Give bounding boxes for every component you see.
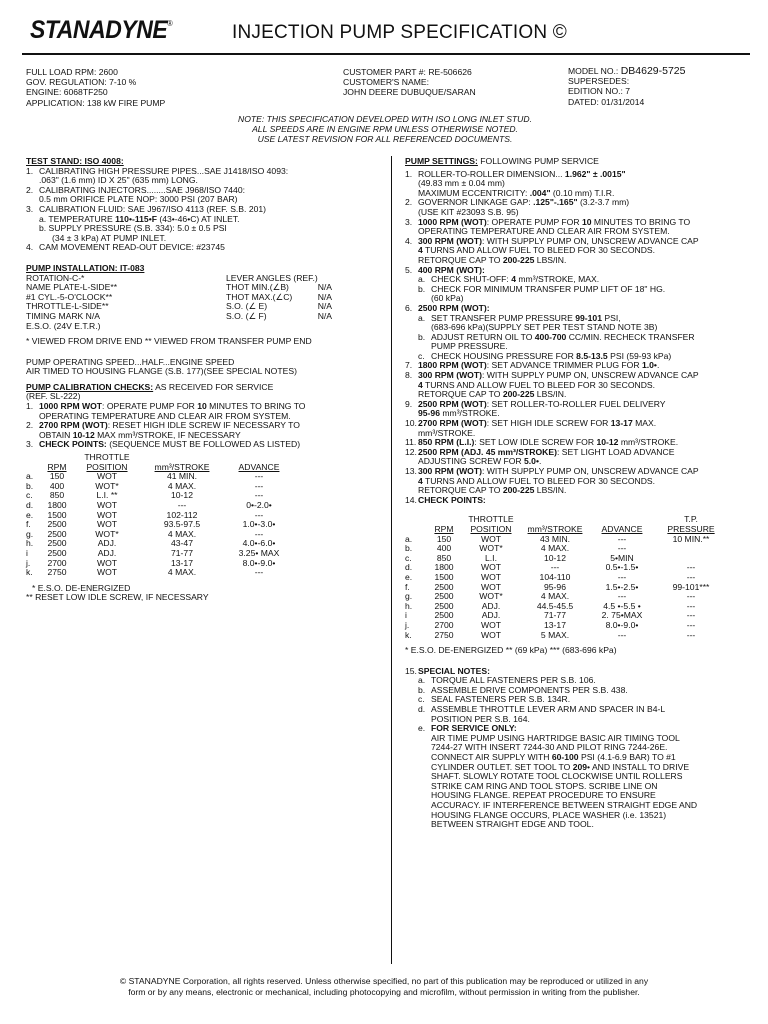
table-cell: 1800 xyxy=(47,500,67,510)
table-cell: j. xyxy=(26,557,31,568)
table-cell: 2500 xyxy=(434,581,454,592)
list-item: 8. 300 RPM (WOT): WITH SUPPLY PUMP ON, UNSCREW ADVANCE CAP xyxy=(405,370,699,381)
table-cell: L.I. xyxy=(485,552,497,563)
table-cell: WOT xyxy=(96,500,118,510)
table-cell: 95-96 xyxy=(544,581,566,592)
table-cell: 1500 xyxy=(434,571,454,582)
table-cell: 5•MIN xyxy=(610,552,634,563)
table-cell: WOT xyxy=(96,567,118,578)
list-item: a. TEMPERATURE 110•-115•F (43•-46•C) AT INLET. xyxy=(39,213,240,224)
table-cell: k. xyxy=(405,629,412,640)
table-cell: 4 MAX. xyxy=(167,528,197,539)
table-cell: b. xyxy=(405,543,413,554)
table-cell: 71-77 xyxy=(171,547,193,558)
table-cell: WOT xyxy=(96,509,118,520)
table-cell: 2500 xyxy=(47,547,67,558)
table-cell: h. xyxy=(26,538,34,549)
calibration-checks-table: THROTTLE RPM POSITION mm³/STROKE ADVANCE a. 150 WOT 41 MIN. --- b. 400 WOT* 4 MAX. --- c. 850 L.I. ** 10-12 --- d. 1800 WOT --- 0•-2.0• e. 1500 WOT 102-112 --- f. 2500 WOT 93.5-97.5 1.0•-3.0• g. 2500 WOT* 4 MAX. --- h. 2500 ADJ. 43-47 4.0•-6.0• i 2500 ADJ. 71-77 3.25• MAX j. 2700 WOT 13-17 8.0•-9.0• k. 2750 WOT 4 MAX. --- xyxy=(26,453,294,578)
table-cell: 71-77 xyxy=(544,610,566,621)
table-cell: 8.0•-9.0• xyxy=(605,619,639,630)
footnote: * E.S.O. DE-ENERGIZED ** (69 kPa) *** (683-696 kPa) xyxy=(405,645,617,656)
header-rule xyxy=(22,53,750,55)
brand-logo: STANADYNE® xyxy=(30,16,173,44)
table-cell: WOT xyxy=(96,471,118,482)
table-cell: 4 MAX. xyxy=(167,567,197,578)
page-title: INJECTION PUMP SPECIFICATION © xyxy=(232,22,567,43)
viewed-note: * VIEWED FROM DRIVE END ** VIEWED FROM TRANSFER PUMP END xyxy=(26,336,312,347)
list-item: 1. 1000 RPM WOT: OPERATE PUMP FOR 10 MINUTES TO BRING TO xyxy=(26,401,306,412)
header-right: MODEL NO.: DB4629-5725 SUPERSEDES: EDITION NO.: 7 DATED: 01/31/2014 xyxy=(568,65,686,107)
table-cell: i xyxy=(405,610,407,621)
table-cell: 104-110 xyxy=(539,571,571,582)
table-cell: 400 xyxy=(436,543,452,554)
table-cell: g. xyxy=(26,528,34,539)
table-cell: e. xyxy=(405,571,413,582)
list-item: 0.5 mm ORIFICE PLATE NOP: 3000 PSI (207 BAR) xyxy=(39,194,238,205)
list-item: 3. 1000 RPM (WOT): OPERATE PUMP FOR 10 MINUTES TO BRING TO xyxy=(405,216,691,227)
calibration-ref: (REF. SL-222) xyxy=(26,391,81,402)
spec-note: NOTE: THIS SPECIFICATION DEVELOPED WITH ISO LONG INLET STUD. ALL SPEEDS ARE IN ENGINE RPM UNLESS OTHERWISE NOTED. USE LATEST REVISION FOR ALL REFERENCED DOCUMENTS. xyxy=(238,114,532,145)
table-cell: 13-17 xyxy=(171,557,193,568)
table-cell: --- xyxy=(686,629,696,640)
air-timed: AIR TIMED TO HOUSING FLANGE (S.B. 177)(SEE SPECIAL NOTES) xyxy=(26,366,297,377)
table-cell: 43-47 xyxy=(171,538,193,549)
table-cell: WOT xyxy=(96,557,118,568)
table-cell: WOT* xyxy=(479,543,503,554)
table-cell: k. xyxy=(26,567,33,578)
table-cell: 2700 xyxy=(47,557,67,568)
table-row: ROTATION-C-* LEVER ANGLES (REF.) xyxy=(26,272,318,283)
table-cell: 4.0•-6.0• xyxy=(242,538,276,549)
table-cell: 2700 xyxy=(434,619,454,630)
table-cell: --- xyxy=(254,567,264,578)
test-stand-heading: TEST STAND: ISO 4008: xyxy=(26,156,124,166)
table-row xyxy=(26,568,294,578)
table-cell: 2750 xyxy=(47,567,67,578)
table-cell: --- xyxy=(254,528,264,539)
table-cell: WOT xyxy=(480,571,502,582)
table-cell: 1.0•-3.0• xyxy=(242,519,276,530)
table-cell: b. xyxy=(26,480,34,491)
table-cell: 4 MAX. xyxy=(540,543,570,554)
table-row: #1 CYL.-5-O'CLOCK** THOT MAX.(∠C) N/A xyxy=(26,291,333,302)
table-cell: 850 xyxy=(49,490,65,501)
header-middle: CUSTOMER PART #: RE-506626 CUSTOMER'S NAME: JOHN DEERE DUBUQUE/SARAN xyxy=(343,67,476,98)
table-cell: L.I. ** xyxy=(96,490,118,501)
table-cell: ADJ. xyxy=(97,547,117,558)
table-cell: WOT* xyxy=(95,528,119,539)
table-cell: --- xyxy=(550,562,560,573)
table-row: TIMING MARK N/A S.O. (∠ F) N/A xyxy=(26,310,333,321)
table-cell: d. xyxy=(26,500,34,510)
table-cell: 1500 xyxy=(47,509,67,520)
table-cell: 3.25• MAX xyxy=(238,547,280,558)
table-cell: WOT xyxy=(480,533,502,544)
table-cell: 2750 xyxy=(434,629,454,640)
right-column: PUMP SETTINGS: FOLLOWING PUMP SERVICE 1. ROLLER-TO-ROLLER DIMENSION... 1.962" ± .0015" (49.83 mm ± 0.04 mm) MAXIMUM ECCENTRICITY: .004" (0.10 mm) T.I.R. 2. GOVERNOR LINKAGE GAP: .125"-.165" (3.2-3.7 mm) (USE KIT #23093 S.B. 95) 3. 1000 RPM (WOT): OPERATE PUMP FOR 10 MINUTES TO BRING TO OPERATING TEMPERATURE AND CLEAR AIR FROM SYSTEM. 4. 300 RPM (WOT): WITH SUPPLY PUMP ON, UNSCREW ADVANCE CAP 4 TURNS AND ALLOW FUEL TO BLEED FOR 30 SECONDS. RETORQUE CAP TO 200-225 LBS/IN. 5. 400 RPM (WOT): a. CHECK SHUT-OFF: 4 mm³/STROKE, MAX. b. CHECK FOR MINIMUM TRANSFER PUMP LIFT OF 18" HG. (60 kPa) 6. 2500 RPM (WOT): a. SET TRANSFER PUMP PRESSURE 99-101 PSI, (683-696 kPa)(SUPPLY SET PER TEST STAND NOTE 3B) b. ADJUST RETURN OIL TO 400-700 CC/MIN. RECHECK TRANSFER PUMP PRESSURE. c. CHECK HOUSING PRESSURE FOR 8.5-13.5 PSI (59-93 kPa) 7. 1800 RPM (WOT): SET ADVANCE TRIMMER PLUG FOR 1.0•. 8. 300 RPM (WOT): WITH SUPPLY PUMP ON, UNSCREW ADVANCE CAP 4 TURNS AND ALLOW FUEL TO BLEED FOR 30 SECONDS. RETORQUE CAP TO 200-225 LBS/IN. 9. 2500 RPM (WOT): SET ROLLER-TO-ROLLER FUEL DELIVERY 95-96 mm³/STROKE. 10.2700 RPM (WOT): SET HIGH IDLE SCREW FOR 13-17 MAX. mm³/STROKE. 11. 850 RPM (L.I.): SET LOW IDLE SCREW FOR 10-12 mm³/STROKE. 12.2500 RPM (ADJ. 45 mm³/STROKE): SET LIGHT LOAD ADVANCE ADJUSTING SCREW FOR 5.0•. 13.300 RPM (WOT): WITH SUPPLY PUMP ON, UNSCREW ADVANCE CAP 4 TURNS AND ALLOW FUEL TO BLEED FOR 30 SECONDS. RETORQUE CAP TO 200-225 LBS/IN. 14.CHECK POINTS: THROTTLE T.P. RPM POSITION mm³/STROKE ADVANCE PRESSURE a. 150 WOT 43 MIN. --- 10 MIN.** b. 400 WOT* 4 MAX. --- c. 850 L.I. 10-12 5•MIN d. 1800 WOT --- 0.5•-1.5• --- e. 1500 WOT 104-110 --- --- f. 2500 WOT 95-96 1.5•-2.5• 99-101*** g. 2500 WOT* 4 MAX. --- --- h. 2500 ADJ. 44.5-45.5 4.5 •-5.5 • --- i 2500 ADJ. 71-77 2. 75•MAX --- j. 2700 WOT 13-17 8.0•-9.0• --- k. 2750 WOT 5 MAX. --- --- * E.S.O. DE-ENERGIZED ** (69 kPa) *** (683-696 kPa) 15.SPECIAL NOTES: a. TORQUE ALL FASTENERS PER S.B. 106. b. ASSEMBLE DRIVE COMPONENTS PER S.B. 438. c. SEAL FASTENERS PER S.B. 134R. d. ASSEMBLE THROTTLE LEVER ARM AND SPACER IN B4-L POSITION PER S.B. 164. e. FOR SERVICE ONLY: AIR TIME PUMP USING HARTRIDGE BASIC AIR TIMING TOOL 7244-27 WITH INSERT 7244-30 AND PILOT RING 7244-26E. CONNECT AIR SUPPLY WITH 60-100 PSI (4.1-6.9 BAR) TO #1 CYLINDER OUTLET. SET TOOL TO 209• AND INSTALL TO DRIVE SHAFT. SLOWLY ROTATE TOOL CLOCKWISE UNTIL ROLLERS STRIKE CAM RING AND TOOL STOPS. SCRIBE LINE ON HOUSING FLANGE. REPEAT PROCEDURE TO ENSURE ACCURACY. IF INTERFERENCE BETWEEN STRAIGHT EDGE AND HOUSING FLANGE OCCURS, PLACE WASHER (i.e. 13521) BETWEEN STRAIGHT EDGE AND TOOL. xyxy=(405,157,755,830)
table-cell: WOT xyxy=(480,562,502,573)
table-cell: ADJ. xyxy=(481,610,501,621)
table-cell: ADJ. xyxy=(481,600,501,611)
table-cell: i xyxy=(26,547,28,558)
header-left: FULL LOAD RPM: 2600 GOV. REGULATION: 7-10 % ENGINE: 6068TF250 APPLICATION: 138 kW FIRE PUMP xyxy=(26,67,166,108)
table-row xyxy=(405,544,727,554)
footnote: * E.S.O. DE-ENERGIZED xyxy=(32,582,131,593)
table-row: E.S.O. (24V E.T.R.) xyxy=(26,320,101,331)
list-item: 4. CAM MOVEMENT READ-OUT DEVICE: #23745 xyxy=(26,242,225,253)
table-cell: --- xyxy=(617,571,627,582)
calibration-heading: PUMP CALIBRATION CHECKS: xyxy=(26,381,154,392)
table-cell: 8.0•-9.0• xyxy=(242,557,276,568)
table-cell: ADJ. xyxy=(97,538,117,549)
table-cell: e. xyxy=(26,509,34,520)
table-cell: 0•-2.0• xyxy=(246,500,272,510)
table-cell: WOT* xyxy=(479,591,503,602)
list-item: 1. CALIBRATING HIGH PRESSURE PIPES...SAE J1418/ISO 4093: xyxy=(26,165,289,176)
table-cell: 2. 75•MAX xyxy=(601,610,643,621)
list-item: 4. 300 RPM (WOT): WITH SUPPLY PUMP ON, UNSCREW ADVANCE CAP xyxy=(405,235,699,246)
table-cell: 5 MAX. xyxy=(540,629,570,640)
table-cell: 2500 xyxy=(47,519,67,530)
table-cell: --- xyxy=(177,500,187,510)
table-cell: --- xyxy=(686,591,696,602)
table-cell: 150 xyxy=(436,533,452,544)
table-row: NAME PLATE-L-SIDE** THOT MIN.(∠B) N/A xyxy=(26,282,333,293)
table-cell: c. xyxy=(26,490,33,501)
copyright-footer: © STANADYNE Corporation, all rights reserved. Unless otherwise specified, no part of this publication may be reproduced or utilized in any form or by any means, electronic or mechanical, including photocopying and microfilm, without permission in writing from the publisher. xyxy=(119,976,649,997)
table-cell: 850 xyxy=(436,552,452,563)
model-number: DB4629-5725 xyxy=(620,65,686,77)
list-item: 14.CHECK POINTS: xyxy=(405,494,486,505)
table-cell: 2500 xyxy=(47,528,67,539)
list-item: 1. ROLLER-TO-ROLLER DIMENSION... 1.962" ± .0015" xyxy=(405,168,626,179)
table-cell: --- xyxy=(254,490,264,501)
list-item: 3. CALIBRATION FLUID: SAE J967/ISO 4113 (REF. S.B. 201) xyxy=(26,203,267,214)
table-cell: 1.5•-2.5• xyxy=(605,581,639,592)
table-cell: WOT xyxy=(480,629,502,640)
table-cell: 44.5-45.5 xyxy=(536,600,574,611)
table-cell: 93.5-97.5 xyxy=(163,519,201,530)
table-cell: --- xyxy=(617,591,627,602)
table-cell: 99-101*** xyxy=(672,581,710,592)
table-cell: a. xyxy=(405,533,413,544)
footnote: ** RESET LOW IDLE SCREW, IF NECESSARY xyxy=(26,592,209,603)
table-cell: --- xyxy=(254,471,264,482)
table-cell: j. xyxy=(405,619,410,630)
table-cell: --- xyxy=(686,600,696,611)
list-item: 15.SPECIAL NOTES: xyxy=(405,665,490,676)
table-cell: --- xyxy=(686,610,696,621)
table-cell: 10-12 xyxy=(171,490,193,501)
list-item: 2. CALIBRATING INJECTORS........SAE J968/ISO 7440: xyxy=(26,184,246,195)
pump-settings-heading: PUMP SETTINGS: xyxy=(405,156,478,166)
list-item: (34 ± 3 kPa) AT PUMP INLET. xyxy=(52,232,167,243)
list-item: 11. 850 RPM (L.I.): SET LOW IDLE SCREW FOR 10-12 mm³/STROKE. xyxy=(405,437,679,448)
table-cell: --- xyxy=(254,480,264,491)
list-item: 5. 400 RPM (WOT): xyxy=(405,264,485,275)
list-item: 12.2500 RPM (ADJ. 45 mm³/STROKE): SET LIGHT LOAD ADVANCE xyxy=(405,446,675,457)
list-item: 3. CHECK POINTS: (SEQUENCE MUST BE FOLLOWED AS LISTED) xyxy=(26,439,301,450)
table-cell: 10 MIN.** xyxy=(672,533,710,544)
column-divider xyxy=(391,156,392,964)
table-row xyxy=(26,482,294,492)
list-item: 13.300 RPM (WOT): WITH SUPPLY PUMP ON, UNSCREW ADVANCE CAP xyxy=(405,466,699,476)
table-cell: --- xyxy=(254,509,264,520)
left-column: TEST STAND: ISO 4008: 1. CALIBRATING HIGH PRESSURE PIPES...SAE J1418/ISO 4093: .063" (1.6 mm) ID X 25" (635 mm) LONG. 2. CALIBRATING INJECTORS........SAE J968/ISO 7440: 0.5 mm ORIFICE PLATE NOP: 3000 PSI (207 BAR) 3. CALIBRATION FLUID: SAE J967/ISO 4113 (REF. S.B. 201) a. TEMPERATURE 110•-115•F (43•-46•C) AT INLET. b. SUPPLY PRESSURE (S.B. 334): 5.0 ± 0.5 PSI (34 ± 3 kPa) AT PUMP INLET. 4. CAM MOVEMENT READ-OUT DEVICE: #23745 PUMP INSTALLATION: IT-083 ROTATION-C-* LEVER ANGLES (REF.) NAME PLATE-L-SIDE** THOT MIN.(∠B) N/A #1 CYL.-5-O'CLOCK** THOT MAX.(∠C) N/A THROTTLE-L-SIDE** S.O. (∠ E) N/A TIMING MARK N/A S.O. (∠ F) N/A E.S.O. (24V E.T.R.) * VIEWED FROM DRIVE END ** VIEWED FROM TRANSFER PUMP END PUMP OPERATING SPEED...HALF...ENGINE SPEED AIR TIMED TO HOUSING FLANGE (S.B. 177)(SEE SPECIAL NOTES) PUMP CALIBRATION CHECKS: AS RECEIVED FOR SERVICE (REF. SL-222) 1. 1000 RPM WOT: OPERATE PUMP FOR 10 MINUTES TO BRING TO OPERATING TEMPERATURE AND CLEAR AIR FROM SYSTEM. 2. 2700 RPM (WOT): RESET HIGH IDLE SCREW IF NECESSARY TO OBTAIN 10-12 MAX mm³/STROKE, IF NECESSARY 3. CHECK POINTS: (SEQUENCE MUST BE FOLLOWED AS LISTED) THROTTLE RPM POSITION mm³/STROKE ADVANCE a. 150 WOT 41 MIN. --- b. 400 WOT* 4 MAX. --- c. 850 L.I. ** 10-12 --- d. 1800 WOT --- 0•-2.0• e. 1500 WOT 102-112 --- f. 2500 WOT 93.5-97.5 1.0•-3.0• g. 2500 WOT* 4 MAX. --- h. 2500 ADJ. 43-47 4.0•-6.0• i 2500 ADJ. 71-77 3.25• MAX j. 2700 WOT 13-17 8.0•-9.0• k. 2750 WOT 4 MAX. --- * E.S.O. DE-ENERGIZED ** RESET LOW IDLE SCREW, IF NECESSARY xyxy=(26,157,386,603)
table-cell: --- xyxy=(686,619,696,630)
table-cell: d. xyxy=(405,562,413,573)
pump-settings-checks-table: THROTTLE T.P. RPM POSITION mm³/STROKE ADVANCE PRESSURE a. 150 WOT 43 MIN. --- 10 MIN.** b. 400 WOT* 4 MAX. --- c. 850 L.I. 10-12 5•MIN d. 1800 WOT --- 0.5•-1.5• --- e. 1500 WOT 104-110 --- --- f. 2500 WOT 95-96 1.5•-2.5• 99-101*** g. 2500 WOT* 4 MAX. --- --- h. 2500 ADJ. 44.5-45.5 4.5 •-5.5 • --- i 2500 ADJ. 71-77 2. 75•MAX --- j. 2700 WOT 13-17 8.0•-9.0• --- k. 2750 WOT 5 MAX. --- --- xyxy=(405,515,727,640)
pump-installation-heading: PUMP INSTALLATION: IT-083 xyxy=(26,262,145,273)
special-notes-heading: SPECIAL NOTES: xyxy=(418,665,490,676)
table-cell: WOT xyxy=(480,619,502,630)
table-cell: h. xyxy=(405,600,413,611)
operating-speed: PUMP OPERATING SPEED...HALF...ENGINE SPEED xyxy=(26,356,235,367)
table-cell: --- xyxy=(617,543,627,554)
table-cell: 4 MAX. xyxy=(167,480,197,491)
table-cell: WOT* xyxy=(95,480,119,491)
table-row: THROTTLE-L-SIDE** S.O. (∠ E) N/A xyxy=(26,301,333,312)
table-cell: --- xyxy=(617,533,627,544)
table-cell: f. xyxy=(405,581,410,592)
table-cell: --- xyxy=(686,571,696,582)
list-item: .063" (1.6 mm) ID X 25" (635 mm) LONG. xyxy=(39,175,198,186)
table-cell: 41 MIN. xyxy=(166,471,198,482)
table-row xyxy=(26,472,294,482)
table-cell: 1800 xyxy=(434,562,454,573)
table-cell: 2500 xyxy=(434,610,454,621)
list-item: 9. 2500 RPM (WOT): SET ROLLER-TO-ROLLER FUEL DELIVERY xyxy=(405,398,666,409)
table-cell: 4 MAX. xyxy=(540,591,570,602)
table-row xyxy=(405,631,727,641)
table-cell: 13-17 xyxy=(544,619,566,630)
table-cell: WOT xyxy=(96,519,118,530)
installation-table xyxy=(26,274,332,332)
table-cell: g. xyxy=(405,591,413,602)
table-cell: 2500 xyxy=(434,600,454,611)
table-cell: 10-12 xyxy=(544,552,566,563)
table-cell: 102-112 xyxy=(166,509,198,520)
list-item: 7. 1800 RPM (WOT): SET ADVANCE TRIMMER PLUG FOR 1.0•. xyxy=(405,360,660,371)
list-item: 2. 2700 RPM (WOT): RESET HIGH IDLE SCREW IF NECESSARY TO xyxy=(26,420,300,431)
table-cell: 400 xyxy=(49,480,65,491)
table-cell: --- xyxy=(617,629,627,640)
list-item: 10.2700 RPM (WOT): SET HIGH IDLE SCREW FOR 13-17 MAX. xyxy=(405,418,657,429)
table-cell: 0.5•-1.5• xyxy=(605,562,639,573)
table-cell: 2500 xyxy=(434,591,454,602)
table-cell: --- xyxy=(686,562,696,573)
table-cell xyxy=(655,544,727,554)
table-cell: 4.5 •-5.5 • xyxy=(603,600,641,611)
table-cell: a. xyxy=(26,471,34,482)
table-cell: WOT xyxy=(480,581,502,592)
list-item: b. SUPPLY PRESSURE (S.B. 334): 5.0 ± 0.5 PSI xyxy=(39,223,227,234)
table-cell: c. xyxy=(405,552,412,563)
table-cell: 2500 xyxy=(47,538,67,549)
table-cell: 43 MIN. xyxy=(539,533,571,544)
table-cell: 150 xyxy=(49,471,65,482)
table-cell: f. xyxy=(26,519,31,530)
list-item: 2. GOVERNOR LINKAGE GAP: .125"-.165" (3.2-3.7 mm) xyxy=(405,197,630,208)
list-item: 6. 2500 RPM (WOT): xyxy=(405,302,490,313)
